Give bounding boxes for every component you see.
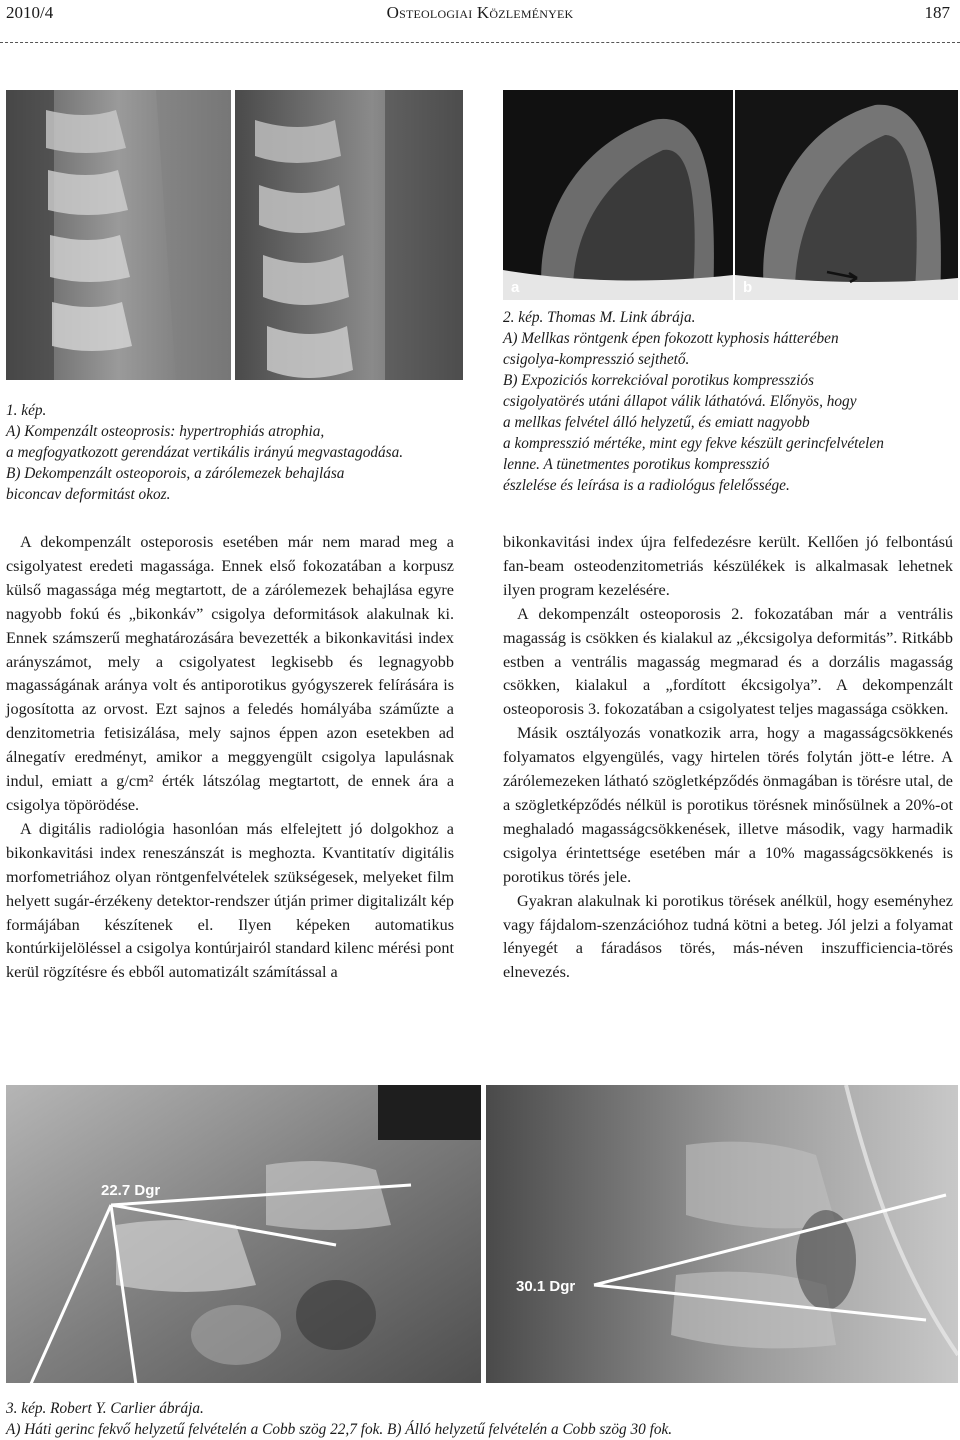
figure2-caption-line: B) Expoziciós korrekcióval porotikus kompressziós bbox=[503, 372, 814, 389]
figure2-caption-line: A) Mellkas röntgenk épen fokozott kyphosis hátterében bbox=[503, 330, 839, 347]
figure2-caption bbox=[503, 307, 884, 496]
figure3-caption-line: 3. kép. Robert Y. Carlier ábrája. bbox=[6, 1400, 204, 1417]
figure1-caption-line: a megfogyatkozott gerendázat vertikális irányú megvastagodása. bbox=[6, 444, 404, 461]
figure2-caption-line: csigolya-kompresszió sejthető. bbox=[503, 351, 690, 368]
figure2-panel-a-image bbox=[503, 90, 733, 300]
figure1-caption bbox=[6, 400, 403, 505]
figure3-panel-a-image bbox=[6, 1085, 481, 1383]
body-column-right bbox=[503, 531, 953, 985]
figure1-caption-line: biconcav deformitást okoz. bbox=[6, 486, 171, 503]
figure3-caption bbox=[6, 1398, 672, 1440]
figure2-caption-line: a kompresszió mértéke, mint egy fekve készült gerincfelvételen bbox=[503, 435, 884, 452]
figure2-panel-b-image bbox=[735, 90, 958, 300]
page-number: 187 bbox=[924, 3, 950, 22]
figure1-caption-line: 1. kép. bbox=[6, 402, 47, 419]
figure2-caption-line: észlelése és leírása is a radiológus felelőssége. bbox=[503, 477, 790, 494]
body-paragraph: A dekompenzált osteporosis esetében már nem marad meg a csigolyatest eredeti magassága. Ennek első fokozatában a korpusz külső magassága még megtartott, de a zárólemezek behajlása egyre nagyobb fokú és „bikonkáv” csigolya deformitások alakulnak ki. Ennek számszerű meghatározására bevezették a bikonkavitási index arányszámot, mely a csigolyatest legkisebb és legnagyobb magasságának aránya volt és antiporotikus gyógyszerek felírására is jogosította az orvost. Ezt sajnos a feledés homályába száműzte a denzitometria fetisizálása, mely sajnos éppen azon esetekben ad álnegatív eredményt, amikor a meggyengült csigolya lapulásnak indul, emiatt a g/cm² érték látszólag megtartott, de ennek ára a csigolya töpörödése. bbox=[6, 533, 454, 814]
body-paragraph: Gyakran alakulnak ki porotikus törések anélkül, hogy eseményhez vagy fájdalom-szenzációhoz tudná kötni a beteg. Jól jelzi a folyamat lényegét a fáradásos törés, más-néven inszufficiencia-törés elnevezés. bbox=[503, 891, 953, 982]
figure3-caption-line: A) Háti gerinc fekvő helyzetű felvételén a Cobb szög 22,7 fok. B) Álló helyzetű felvételén a Cobb szög 30 fok. bbox=[6, 1421, 673, 1438]
body-column-left bbox=[6, 531, 454, 985]
figure1-panel-a-image bbox=[6, 90, 231, 380]
issue-number: 2010/4 bbox=[6, 3, 54, 22]
figure2-caption-line: lenne. A tünetmentes porotikus kompresszió bbox=[503, 456, 770, 473]
journal-title: Osteologiai Közlemények bbox=[386, 3, 574, 22]
figure2-panel-b-label: b bbox=[743, 279, 753, 296]
figure2-caption-line: csigolyatörés utáni állapot válik láthatóvá. Előnyös, hogy bbox=[503, 393, 857, 410]
figure2-caption-line: a mellkas felvétel álló helyzetű, és emiatt nagyobb bbox=[503, 414, 810, 431]
figure2-panel-a-label: a bbox=[511, 279, 520, 296]
body-paragraph: Másik osztályozás vonatkozik arra, hogy a magasságcsökkenés folyamatos elgyengülés, vagy hirtelen törés folytán jött-e létre. A zárólemezeken látható szögletképződés önmagában is törésre utal, de a szögletképződés nélkül is porotikus törésnek minősülnek a 20%-ot meghaladó magasságcsökkenések, illetve második, vagy harmadik csigolya érintettsége esetében már a 10% magasságcsökkenés is porotikus törés jele. bbox=[503, 724, 953, 886]
body-paragraph: A dekompenzált osteoporosis 2. fokozatában már a ventrális magasság is csökken és kialakul az „ékcsigolya deformitás”. Ritkább estben a ventrális magasság megmarad és a dorzális magasság csökken, kialakul a „fordított ékcsigolya”. A dekompenzált osteoporosis 3. fokozatában a csigolyatest teljes magassága csökken. bbox=[503, 604, 953, 719]
header-rule bbox=[0, 42, 960, 43]
body-paragraph: A digitális radiológia hasonlóan más elfelejtett jó dolgokhoz a bikonkavitási index reneszánszát is meghozta. Kvantitatív digitális morfometriához olyan röntgenfelvételek szükségesek, melyeket film helyett sugár-érzékeny detektor-rendszer útján primer digitalizált kép formájában készítenek el. Ilyen képeken automatikus kontúrkijelöléssel a csigolya kontúrjairól standard kilenc mérési pont kerül rögzítésre és ebből automatizált számítással a bbox=[6, 819, 454, 982]
figure3-panel-b-image bbox=[486, 1085, 958, 1383]
figure2-caption-line: 2. kép. Thomas M. Link ábrája. bbox=[503, 309, 696, 326]
body-paragraph: bikonkavitási index újra felfedezésre került. Kellően jó felbontású fan-beam osteodenzitometriás készülékek is alkalmasak lehetnek ilyen program kezelésére. bbox=[503, 533, 953, 599]
figure1-panel-b-image bbox=[235, 90, 463, 380]
figure3-angle-b-label: 30.1 Dgr bbox=[516, 1278, 576, 1295]
figure3-angle-a-label: 22.7 Dgr bbox=[101, 1182, 161, 1199]
figure1-caption-line: B) Dekompenzált osteoporois, a zárólemezek behajlása bbox=[6, 465, 345, 482]
figure1-caption-line: A) Kompenzált osteoprosis: hypertrophiás atrophia, bbox=[6, 423, 325, 440]
